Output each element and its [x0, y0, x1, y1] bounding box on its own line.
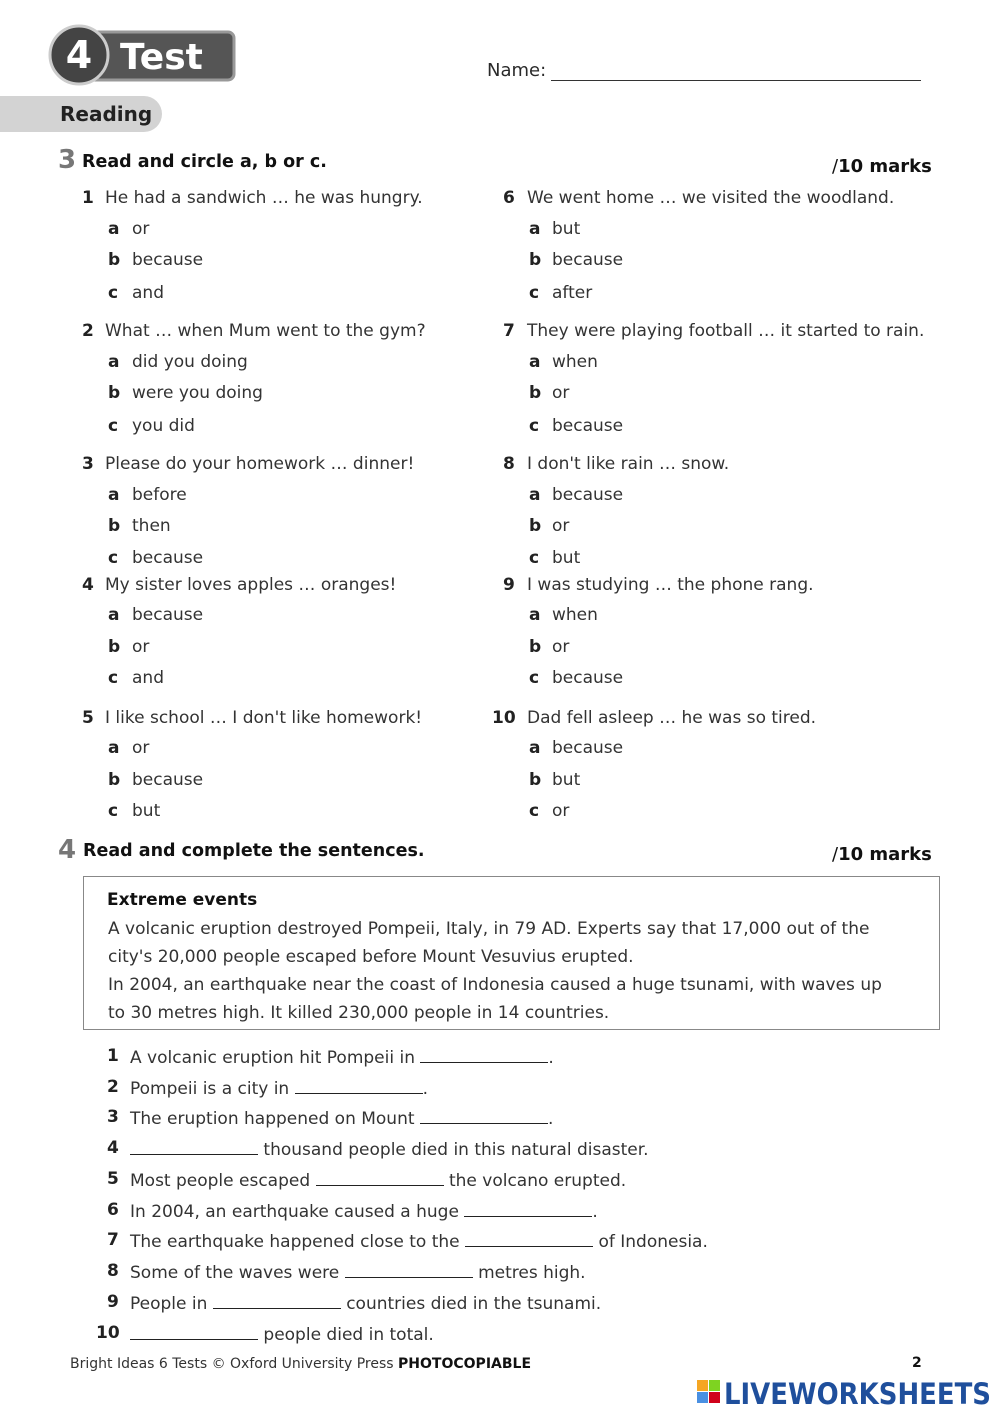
section4-marks: /10 marks	[832, 844, 932, 865]
option-text[interactable]: because	[132, 605, 204, 625]
option-text[interactable]: after	[552, 283, 593, 303]
option-letter[interactable]: b	[529, 516, 542, 536]
option-text[interactable]: but	[552, 219, 581, 239]
option-letter[interactable]: b	[529, 637, 542, 657]
footer-copyright-text: Bright Ideas 6 Tests © Oxford University Press	[70, 1356, 394, 1372]
option-text[interactable]: but	[132, 801, 161, 821]
question-number: 1	[82, 188, 94, 208]
option-letter[interactable]: a	[108, 605, 120, 625]
question-number: 6	[503, 188, 515, 208]
sentence-before: In 2004, an earthquake caused a huge	[130, 1202, 459, 1222]
section4-number: 4	[58, 835, 77, 865]
sentence-line	[130, 1107, 553, 1129]
question-text: He had a sandwich … he was hungry.	[105, 188, 423, 208]
footer-photocopiable: PHOTOCOPIABLE	[398, 1356, 532, 1372]
option-letter[interactable]: a	[529, 485, 541, 505]
reading-text-line: In 2004, an earthquake near the coast of Indonesia caused a huge tsunami, with waves up	[108, 975, 882, 995]
sentence-after: the volcano erupted.	[448, 1171, 627, 1191]
question-text: I like school … I don't like homework!	[105, 708, 423, 728]
option-letter[interactable]: b	[108, 770, 121, 790]
question-text: They were playing football … it started to rain.	[527, 321, 925, 341]
answer-blank[interactable]	[420, 1046, 548, 1063]
option-text[interactable]: or	[552, 801, 570, 821]
sentence-after: .	[422, 1079, 429, 1099]
sentence-before: The earthquake happened close to the	[130, 1232, 460, 1252]
option-letter[interactable]: c	[529, 668, 540, 688]
footer-copyright	[70, 1356, 531, 1372]
sentence-line	[130, 1292, 601, 1314]
option-text[interactable]: because	[552, 668, 624, 688]
question-text: We went home … we visited the woodland.	[527, 188, 895, 208]
sentence-before: A volcanic eruption hit Pompeii in	[130, 1048, 415, 1068]
question-text: I was studying … the phone rang.	[527, 575, 814, 595]
reading-text-title: Extreme events	[107, 890, 258, 910]
option-text[interactable]: but	[552, 770, 581, 790]
option-text[interactable]: because	[552, 416, 624, 436]
reading-text-line: A volcanic eruption destroyed Pompeii, Italy, in 79 AD. Experts say that 17,000 out of the	[108, 919, 870, 939]
section3-title: Read and circle a, b or c.	[82, 152, 327, 172]
option-text[interactable]: or	[552, 383, 570, 403]
liveworksheets-logo[interactable]	[697, 1376, 993, 1408]
option-letter[interactable]: b	[108, 250, 121, 270]
option-letter[interactable]: b	[529, 770, 542, 790]
item-number: 3	[107, 1107, 119, 1127]
liveworksheets-text: LIVEWORKSHEETS	[724, 1377, 991, 1408]
option-letter[interactable]: c	[529, 283, 540, 303]
sentence-line	[130, 1200, 598, 1222]
option-text[interactable]: or	[132, 637, 150, 657]
answer-blank[interactable]	[295, 1077, 423, 1094]
item-number: 4	[107, 1138, 119, 1158]
sentence-before: The eruption happened on Mount	[130, 1109, 415, 1129]
answer-blank[interactable]	[316, 1169, 444, 1186]
sentence-before: People in	[130, 1294, 208, 1314]
option-letter[interactable]: a	[108, 485, 120, 505]
option-text[interactable]: you did	[132, 416, 195, 436]
answer-blank[interactable]	[130, 1323, 258, 1340]
option-letter[interactable]: b	[108, 516, 121, 536]
section4-title: Read and complete the sentences.	[83, 841, 425, 861]
option-letter[interactable]: c	[529, 548, 540, 568]
option-text[interactable]: because	[132, 250, 204, 270]
option-text[interactable]: did you doing	[132, 352, 248, 372]
question-number: 10	[492, 708, 516, 728]
option-letter[interactable]: c	[529, 416, 540, 436]
sentence-after: metres high.	[478, 1263, 586, 1283]
option-letter[interactable]: b	[529, 383, 542, 403]
item-number: 2	[107, 1077, 119, 1097]
item-number: 7	[107, 1230, 119, 1250]
answer-blank[interactable]	[345, 1261, 473, 1278]
answer-blank[interactable]	[464, 1200, 592, 1217]
sentence-before: Some of the waves were	[130, 1263, 340, 1283]
section3-marks-value: 10 marks	[838, 156, 932, 177]
section3-marks: /10 marks	[832, 156, 932, 177]
option-text[interactable]: when	[552, 605, 598, 625]
item-number: 6	[107, 1200, 119, 1220]
section4-marks-value: 10 marks	[838, 844, 932, 865]
option-letter[interactable]: c	[108, 416, 119, 436]
option-letter[interactable]: c	[108, 283, 119, 303]
sentence-after: people died in total.	[263, 1325, 434, 1345]
option-text[interactable]: because	[132, 770, 204, 790]
question-text: My sister loves apples … oranges!	[105, 575, 397, 595]
answer-blank[interactable]	[130, 1138, 258, 1155]
option-text[interactable]: or	[132, 219, 150, 239]
question-text: Please do your homework … dinner!	[105, 454, 415, 474]
sentence-line	[130, 1046, 554, 1068]
sentence-after: .	[592, 1202, 598, 1222]
reading-tab-label: Reading	[60, 102, 153, 126]
sentence-after: countries died in the tsunami.	[346, 1294, 602, 1314]
question-text: Dad fell asleep … he was so tired.	[527, 708, 817, 728]
badge-title: Test	[120, 37, 203, 78]
sentence-after: thousand people died in this natural disaster.	[263, 1140, 649, 1160]
option-letter[interactable]: a	[529, 219, 541, 239]
item-number: 1	[107, 1046, 119, 1066]
option-text[interactable]: because	[132, 548, 204, 568]
question-number: 3	[82, 454, 94, 474]
answer-blank[interactable]	[213, 1292, 341, 1309]
option-text[interactable]: were you doing	[132, 383, 263, 403]
option-text[interactable]: or	[132, 738, 150, 758]
option-letter[interactable]: b	[108, 383, 121, 403]
question-number: 5	[82, 708, 94, 728]
sentence-after: .	[547, 1109, 554, 1129]
option-letter[interactable]: a	[108, 738, 120, 758]
option-text[interactable]: and	[132, 283, 164, 303]
sentence-line	[130, 1169, 626, 1191]
question-number: 7	[503, 321, 515, 341]
option-letter[interactable]: a	[108, 219, 120, 239]
option-text[interactable]: because	[552, 738, 624, 758]
section3-number: 3	[58, 145, 77, 175]
option-letter[interactable]: a	[108, 352, 120, 372]
question-number: 2	[82, 321, 94, 341]
sentence-line	[130, 1261, 586, 1283]
question-number: 9	[503, 575, 515, 595]
reading-text-line: city's 20,000 people escaped before Mount Vesuvius erupted.	[108, 947, 634, 967]
option-text[interactable]: or	[552, 637, 570, 657]
option-letter[interactable]: c	[108, 548, 119, 568]
option-letter[interactable]: a	[529, 605, 541, 625]
option-text[interactable]: before	[132, 485, 187, 505]
name-label: Name:	[487, 60, 547, 81]
sentence-before: Most people escaped	[130, 1171, 311, 1191]
item-number: 10	[96, 1323, 120, 1343]
item-number: 9	[107, 1292, 119, 1312]
answer-blank[interactable]	[465, 1230, 593, 1247]
question-text: I don't like rain … snow.	[527, 454, 730, 474]
question-text: What … when Mum went to the gym?	[105, 321, 426, 341]
reading-text-line: to 30 metres high. It killed 230,000 people in 14 countries.	[108, 1003, 610, 1023]
sentence-before: Pompeii is a city in	[130, 1079, 290, 1099]
sentence-line	[130, 1323, 434, 1345]
sentence-line	[130, 1230, 708, 1252]
option-letter[interactable]: a	[529, 352, 541, 372]
sentence-line	[130, 1138, 649, 1160]
option-letter[interactable]: c	[108, 801, 119, 821]
question-number: 8	[503, 454, 515, 474]
reading-tab	[0, 96, 162, 132]
option-text[interactable]: because	[552, 250, 624, 270]
page-number: 2	[912, 1355, 922, 1371]
sentence-after: .	[548, 1048, 554, 1068]
item-number: 5	[107, 1169, 119, 1189]
liveworksheets-icon	[697, 1380, 720, 1403]
answer-blank[interactable]	[420, 1107, 548, 1124]
item-number: 8	[107, 1261, 119, 1281]
option-letter[interactable]: c	[108, 668, 119, 688]
option-text[interactable]: and	[132, 668, 164, 688]
option-text[interactable]: because	[552, 485, 624, 505]
option-letter[interactable]: c	[529, 801, 540, 821]
option-text[interactable]: but	[552, 548, 581, 568]
option-letter[interactable]: b	[529, 250, 542, 270]
option-text[interactable]: then	[132, 516, 171, 536]
question-number: 4	[82, 575, 94, 595]
option-text[interactable]: or	[552, 516, 570, 536]
test-badge	[48, 24, 236, 86]
option-text[interactable]: when	[552, 352, 598, 372]
sentence-after: of Indonesia.	[598, 1232, 708, 1252]
name-input-line[interactable]	[551, 80, 921, 81]
badge-number: 4	[65, 33, 93, 77]
option-letter[interactable]: b	[108, 637, 121, 657]
sentence-line	[130, 1077, 428, 1099]
option-letter[interactable]: a	[529, 738, 541, 758]
